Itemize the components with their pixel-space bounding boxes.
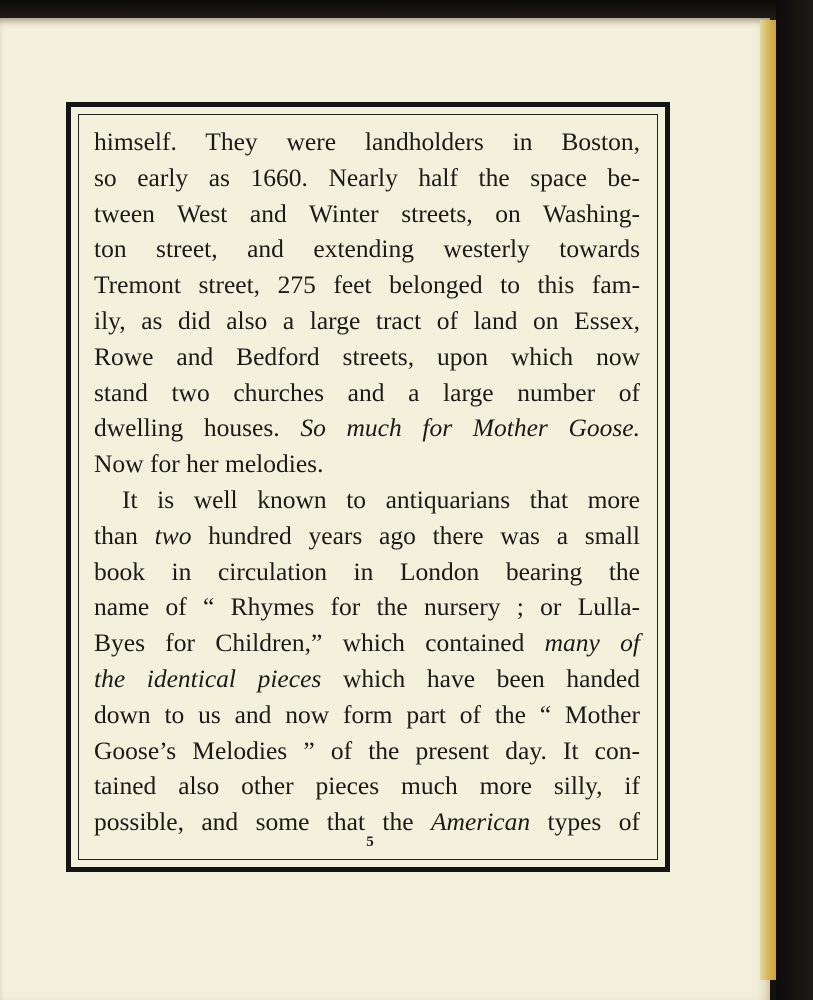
text-line: tained also other pieces much more silly, if	[94, 771, 640, 801]
text-line: book in circulation in London bearing the	[94, 556, 640, 586]
text-line: name of “ Rhymes for the nursery ; or Lulla-	[94, 592, 640, 622]
text-line: It is well known to antiquarians that more	[122, 484, 640, 514]
text-line: possible, and some that the American types of	[94, 807, 640, 837]
italic-phrase: So much for Mother Goose.	[300, 413, 641, 443]
page-number: 5	[366, 834, 374, 850]
text-line: tween West and Winter streets, on Washing-	[94, 198, 640, 228]
text-line: stand two churches and a large number of	[94, 377, 640, 407]
text-line: than two hundred years ago there was a small	[94, 520, 640, 550]
text-line: himself. They were landholders in Boston,	[94, 127, 640, 156]
italic-phrase: many of	[544, 628, 640, 658]
text-line: the identical pieces which have been handed	[94, 663, 641, 693]
text-line: Rowe and Bedford streets, upon which now	[94, 341, 640, 371]
text-line: Byes for Children,” which contained many of	[94, 628, 640, 658]
italic-phrase: the identical pieces	[94, 663, 322, 693]
text-line: ily, as did also a large tract of land on Essex,	[94, 305, 640, 335]
text-line: Now for her melodies.	[94, 449, 324, 479]
text-line: dwelling houses. So much for Mother Goose.	[94, 413, 641, 443]
text-line: Tremont street, 275 feet belonged to this fam-	[94, 270, 640, 300]
text-line: Goose’s Melodies ” of the present day. It con-	[94, 735, 640, 765]
text-line: down to us and now form part of the “ Mother	[94, 699, 640, 729]
italic-phrase: American	[430, 807, 531, 837]
text-line: ton street, and extending westerly towards	[94, 234, 640, 264]
page-edge	[760, 20, 776, 980]
italic-phrase: two	[154, 520, 192, 550]
body-text	[94, 124, 640, 840]
text-line: so early as 1660. Nearly half the space be-	[94, 162, 640, 192]
book-binding	[776, 0, 813, 1000]
